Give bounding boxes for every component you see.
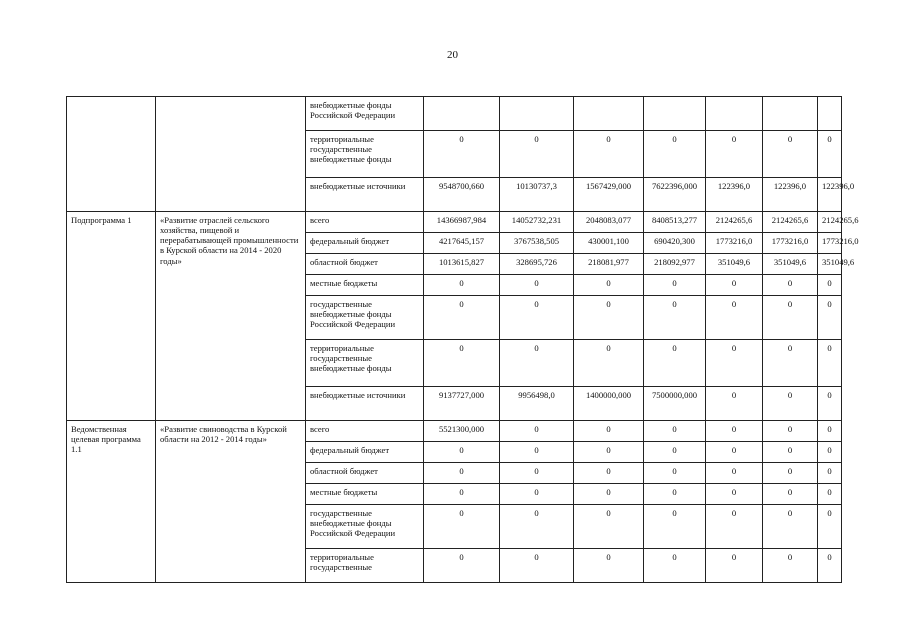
- amount-cell: 0: [574, 421, 644, 442]
- amount-cell: 2124265,6: [763, 212, 818, 233]
- program-title-cell: «Развитие свиноводства в Курской области на 2012 - 2014 годы»: [156, 421, 306, 583]
- amount-cell: 0: [424, 275, 500, 296]
- amount-cell: [574, 97, 644, 131]
- program-name-cell: Подпрограмма 1: [67, 212, 156, 421]
- funding-source-cell: всего: [306, 421, 424, 442]
- amount-cell: 0: [500, 442, 574, 463]
- amount-cell: 122396,0: [818, 178, 842, 212]
- amount-cell: 0: [424, 505, 500, 549]
- amount-cell: 0: [500, 463, 574, 484]
- amount-cell: 0: [706, 505, 763, 549]
- amount-cell: 218081,977: [574, 254, 644, 275]
- amount-cell: 14366987,984: [424, 212, 500, 233]
- amount-cell: 0: [763, 421, 818, 442]
- amount-cell: 0: [818, 442, 842, 463]
- amount-cell: 7500000,000: [644, 387, 706, 421]
- amount-cell: 0: [574, 463, 644, 484]
- amount-cell: 0: [763, 340, 818, 387]
- amount-cell: 0: [818, 131, 842, 178]
- amount-cell: [818, 97, 842, 131]
- amount-cell: 0: [644, 505, 706, 549]
- amount-cell: 351049,6: [706, 254, 763, 275]
- amount-cell: 0: [500, 421, 574, 442]
- amount-cell: 1400000,000: [574, 387, 644, 421]
- amount-cell: 0: [574, 131, 644, 178]
- amount-cell: 0: [818, 387, 842, 421]
- amount-cell: 218092,977: [644, 254, 706, 275]
- amount-cell: 0: [763, 505, 818, 549]
- funding-source-cell: федеральный бюджет: [306, 442, 424, 463]
- amount-cell: [763, 97, 818, 131]
- amount-cell: 0: [424, 463, 500, 484]
- amount-cell: 0: [706, 442, 763, 463]
- funding-source-cell: местные бюджеты: [306, 275, 424, 296]
- amount-cell: 0: [500, 131, 574, 178]
- funding-source-cell: внебюджетные источники: [306, 178, 424, 212]
- amount-cell: 14052732,231: [500, 212, 574, 233]
- funding-source-cell: внебюджетные источники: [306, 387, 424, 421]
- amount-cell: 3767538,505: [500, 233, 574, 254]
- amount-cell: 9956498,0: [500, 387, 574, 421]
- amount-cell: 0: [706, 484, 763, 505]
- funding-table: [66, 96, 859, 583]
- amount-cell: 9548700,660: [424, 178, 500, 212]
- amount-cell: 0: [706, 387, 763, 421]
- program-title-cell: [156, 97, 306, 212]
- amount-cell: 122396,0: [763, 178, 818, 212]
- amount-cell: 0: [574, 442, 644, 463]
- amount-cell: 0: [763, 549, 818, 583]
- amount-cell: 0: [644, 421, 706, 442]
- amount-cell: 0: [644, 275, 706, 296]
- amount-cell: 0: [644, 463, 706, 484]
- amount-cell: 351049,6: [763, 254, 818, 275]
- amount-cell: 4217645,157: [424, 233, 500, 254]
- amount-cell: 0: [706, 463, 763, 484]
- amount-cell: 690420,300: [644, 233, 706, 254]
- amount-cell: 0: [500, 296, 574, 340]
- amount-cell: 2124265,6: [706, 212, 763, 233]
- amount-cell: [424, 97, 500, 131]
- amount-cell: 0: [574, 484, 644, 505]
- amount-cell: 9137727,000: [424, 387, 500, 421]
- amount-cell: 0: [424, 131, 500, 178]
- amount-cell: 1567429,000: [574, 178, 644, 212]
- funding-source-cell: областной бюджет: [306, 254, 424, 275]
- amount-cell: 0: [818, 484, 842, 505]
- table-row: [67, 212, 842, 233]
- funding-source-cell: территориальные государственные внебюджетные фонды: [306, 131, 424, 178]
- amount-cell: 351049,6: [818, 254, 842, 275]
- amount-cell: 0: [763, 442, 818, 463]
- amount-cell: 0: [818, 549, 842, 583]
- amount-cell: 1773216,0: [818, 233, 842, 254]
- amount-cell: 430001,100: [574, 233, 644, 254]
- amount-cell: 0: [818, 463, 842, 484]
- amount-cell: 0: [763, 275, 818, 296]
- amount-cell: 0: [500, 275, 574, 296]
- amount-cell: 1773216,0: [706, 233, 763, 254]
- funding-source-cell: территориальные государственные: [306, 549, 424, 583]
- funding-source-cell: областной бюджет: [306, 463, 424, 484]
- amount-cell: 0: [500, 505, 574, 549]
- amount-cell: 0: [763, 463, 818, 484]
- funding-source-cell: местные бюджеты: [306, 484, 424, 505]
- amount-cell: 0: [818, 340, 842, 387]
- page-number: 20: [447, 49, 458, 61]
- amount-cell: 122396,0: [706, 178, 763, 212]
- amount-cell: 0: [500, 549, 574, 583]
- amount-cell: 0: [500, 340, 574, 387]
- amount-cell: 0: [818, 505, 842, 549]
- amount-cell: 0: [424, 296, 500, 340]
- funding-source-cell: государственные внебюджетные фонды Российской Федерации: [306, 505, 424, 549]
- amount-cell: 0: [818, 421, 842, 442]
- amount-cell: 0: [706, 296, 763, 340]
- amount-cell: 8408513,277: [644, 212, 706, 233]
- amount-cell: 0: [706, 549, 763, 583]
- amount-cell: [706, 97, 763, 131]
- amount-cell: 0: [424, 484, 500, 505]
- amount-cell: 0: [644, 549, 706, 583]
- amount-cell: [644, 97, 706, 131]
- amount-cell: 0: [818, 275, 842, 296]
- amount-cell: 0: [424, 549, 500, 583]
- amount-cell: [500, 97, 574, 131]
- amount-cell: 0: [644, 442, 706, 463]
- amount-cell: 0: [706, 421, 763, 442]
- amount-cell: 2124265,6: [818, 212, 842, 233]
- amount-cell: 0: [424, 340, 500, 387]
- amount-cell: 0: [763, 484, 818, 505]
- table-row: [67, 97, 842, 131]
- amount-cell: 0: [500, 484, 574, 505]
- amount-cell: 7622396,000: [644, 178, 706, 212]
- table-row: [67, 421, 842, 442]
- funding-source-cell: федеральный бюджет: [306, 233, 424, 254]
- amount-cell: 2048083,077: [574, 212, 644, 233]
- program-title-cell: «Развитие отраслей сельского хозяйства, пищевой и перерабатывающей промышленности в Курской области на 2014 - 2020 годы»: [156, 212, 306, 421]
- amount-cell: 0: [644, 296, 706, 340]
- amount-cell: 0: [424, 442, 500, 463]
- funding-source-cell: территориальные государственные внебюджетные фонды: [306, 340, 424, 387]
- amount-cell: 0: [644, 484, 706, 505]
- amount-cell: 0: [763, 387, 818, 421]
- amount-cell: 328695,726: [500, 254, 574, 275]
- amount-cell: 0: [574, 505, 644, 549]
- amount-cell: 0: [763, 296, 818, 340]
- amount-cell: 0: [706, 340, 763, 387]
- amount-cell: 0: [818, 296, 842, 340]
- amount-cell: 5521300,000: [424, 421, 500, 442]
- program-name-cell: Ведомственная целевая программа 1.1: [67, 421, 156, 583]
- amount-cell: 0: [706, 131, 763, 178]
- amount-cell: 0: [574, 549, 644, 583]
- amount-cell: 1773216,0: [763, 233, 818, 254]
- funding-source-cell: внебюджетные фонды Российской Федерации: [306, 97, 424, 131]
- amount-cell: 0: [574, 275, 644, 296]
- amount-cell: 0: [763, 131, 818, 178]
- amount-cell: 0: [574, 296, 644, 340]
- amount-cell: 0: [574, 340, 644, 387]
- funding-source-cell: государственные внебюджетные фонды Российской Федерации: [306, 296, 424, 340]
- amount-cell: 0: [644, 340, 706, 387]
- amount-cell: 10130737,3: [500, 178, 574, 212]
- amount-cell: 1013615,827: [424, 254, 500, 275]
- amount-cell: 0: [706, 275, 763, 296]
- funding-source-cell: всего: [306, 212, 424, 233]
- amount-cell: 0: [644, 131, 706, 178]
- program-name-cell: [67, 97, 156, 212]
